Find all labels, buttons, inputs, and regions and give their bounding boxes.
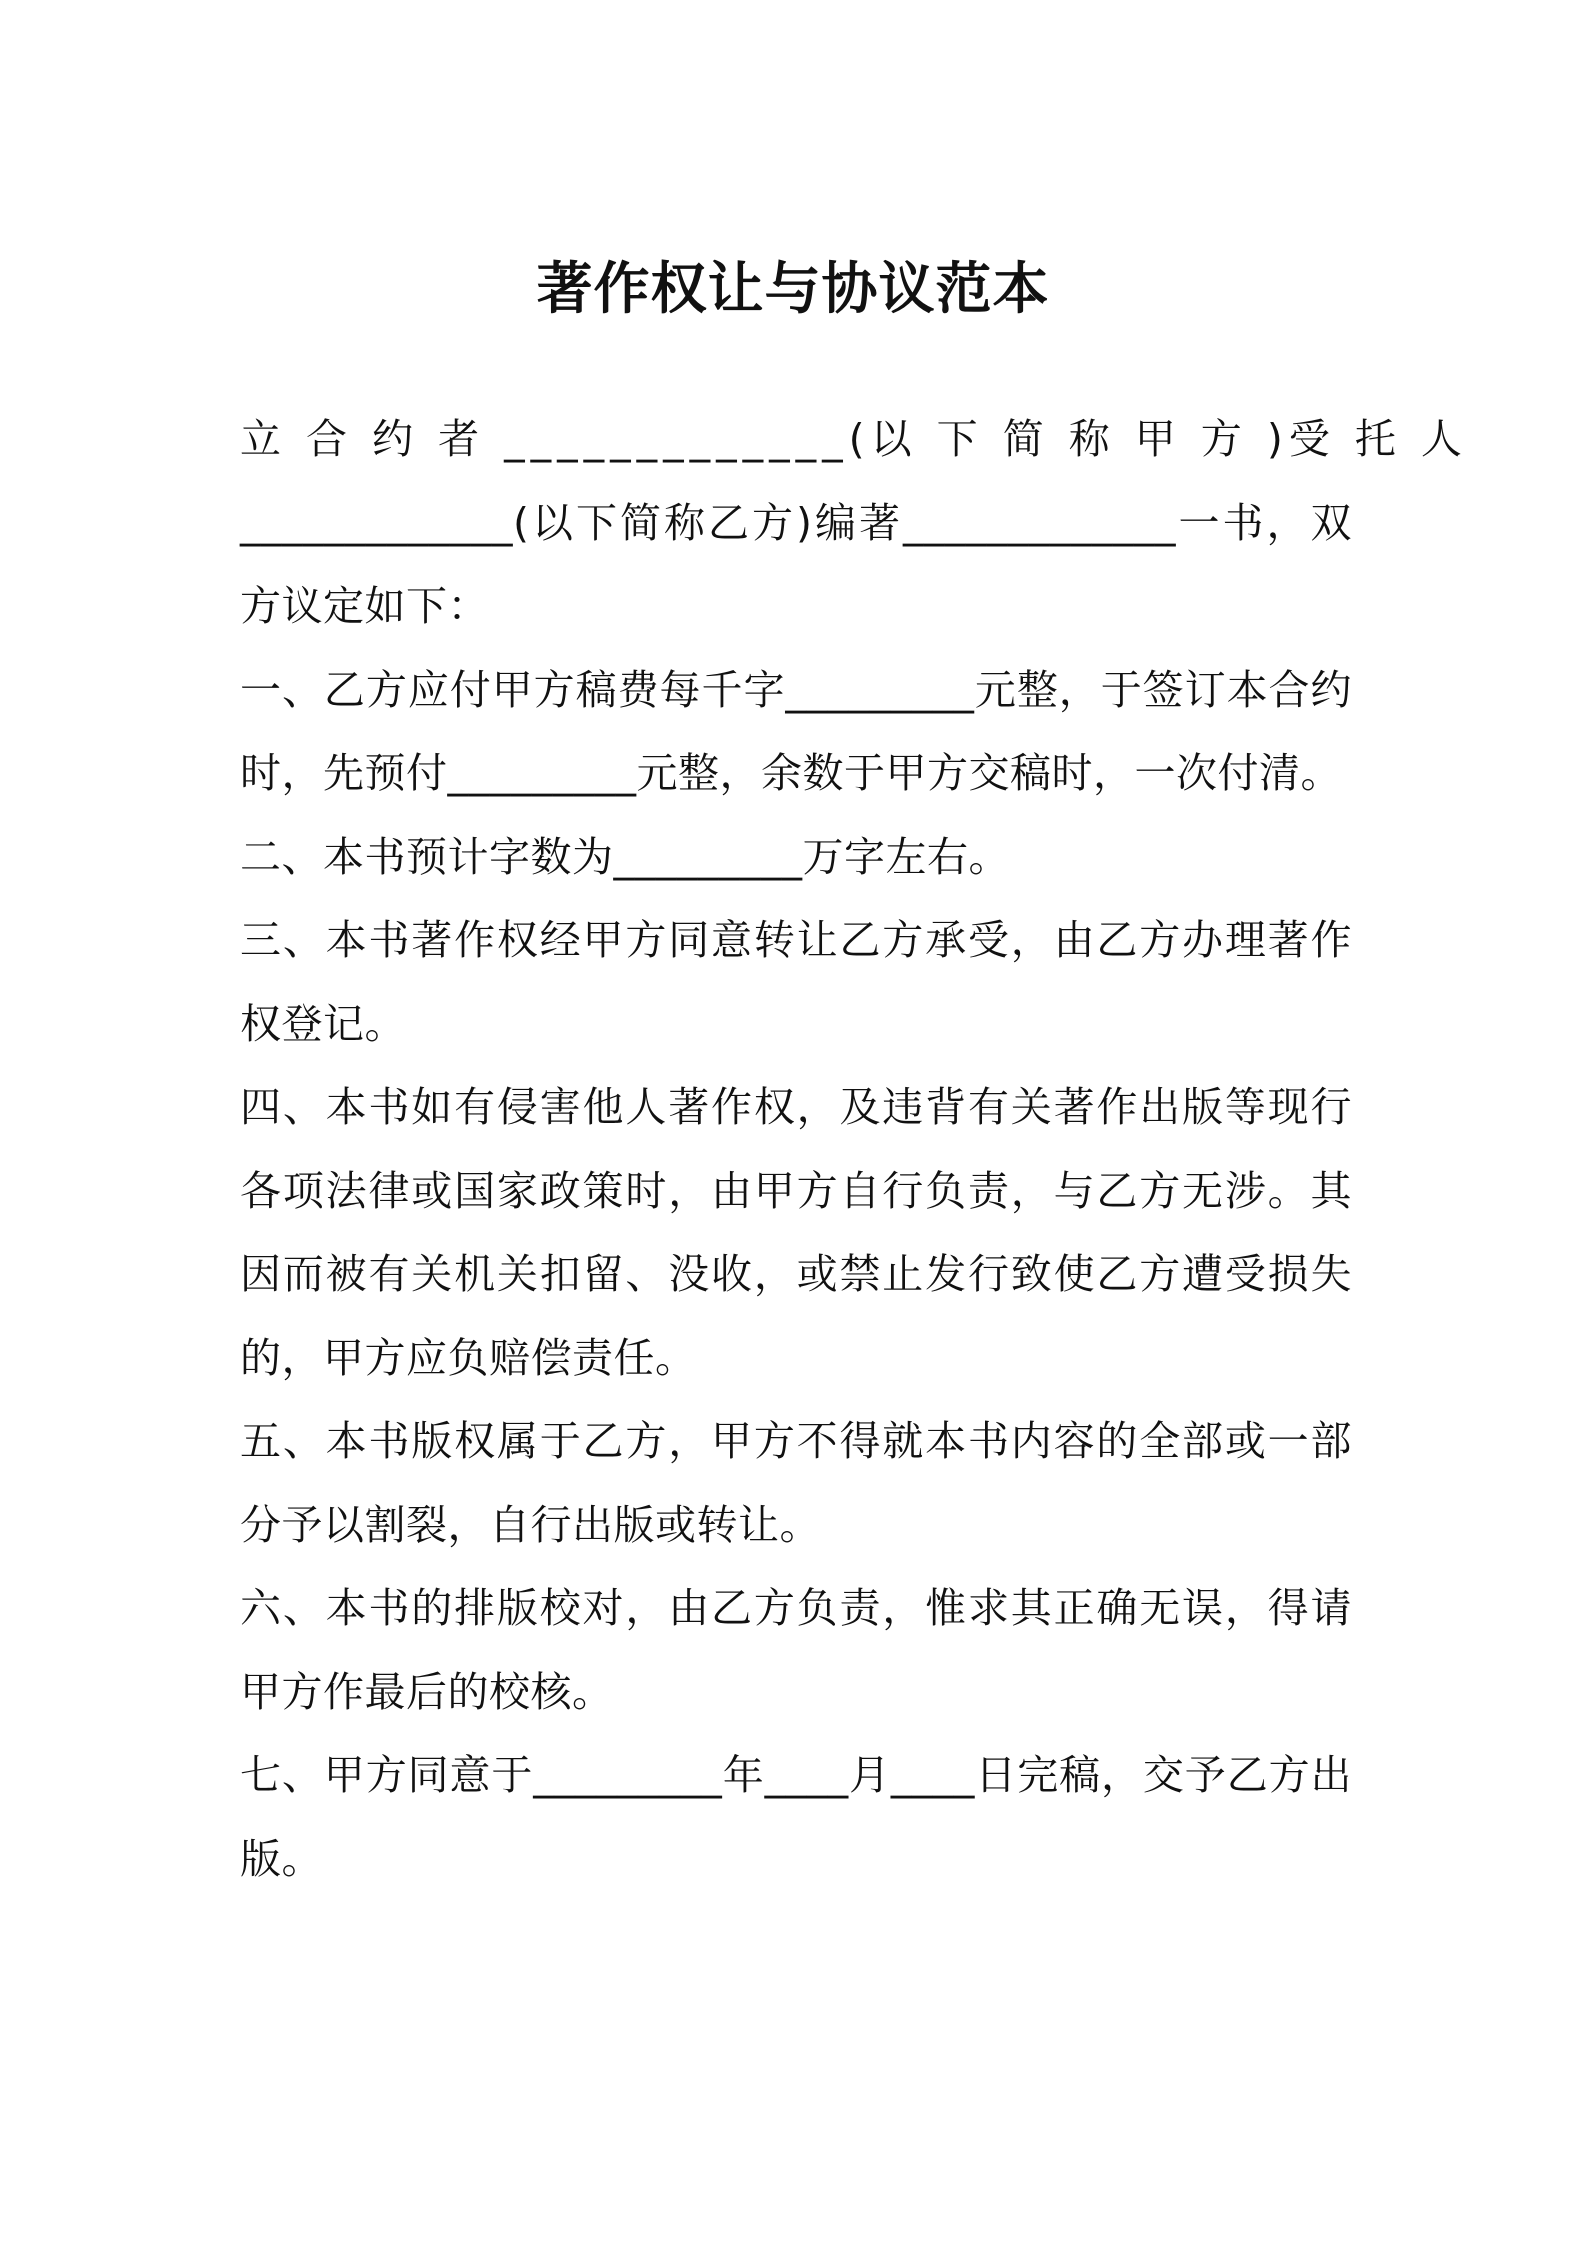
intro-line-1: 立 合 约 者 _____________(以 下 简 称 甲 方 )受 托 人 bbox=[240, 415, 1468, 463]
document-title: 著作权让与协议范本 bbox=[536, 257, 1050, 322]
intro-line-rest: _____________(以下简称乙方)编著_____________一书，双方议定如下： bbox=[240, 498, 1352, 630]
clause-7: 七、甲方同意于_________年____月____日完稿，交予乙方出版。 bbox=[240, 1751, 1352, 1883]
clause-3: 三、本书著作权经甲方同意转让乙方承受，由乙方办理著作权登记。 bbox=[240, 916, 1352, 1048]
clause-5: 五、本书版权属于乙方，甲方不得就本书内容的全部或一部分予以割裂，自行出版或转让。 bbox=[240, 1417, 1352, 1549]
clause-2: 二、本书预计字数为_________万字左右。 bbox=[240, 832, 1010, 881]
clause-1: 一、乙方应付甲方稿费每千字_________元整，于签订本合约时，先预付_________元整，余数于甲方交稿时，一次付清。 bbox=[240, 665, 1352, 797]
clause-4: 四、本书如有侵害他人著作权，及违背有关著作出版等现行各项法律或国家政策时，由甲方自行负责，与乙方无涉。其因而被有关机关扣留、没收，或禁止发行致使乙方遭受损失的，甲方应负赔偿责任。 bbox=[240, 1083, 1352, 1382]
intro-paragraph bbox=[240, 398, 1468, 649]
document-body bbox=[240, 398, 1468, 1901]
clause-6: 六、本书的排版校对，由乙方负责，惟求其正确无误，得请甲方作最后的校核。 bbox=[240, 1584, 1352, 1716]
